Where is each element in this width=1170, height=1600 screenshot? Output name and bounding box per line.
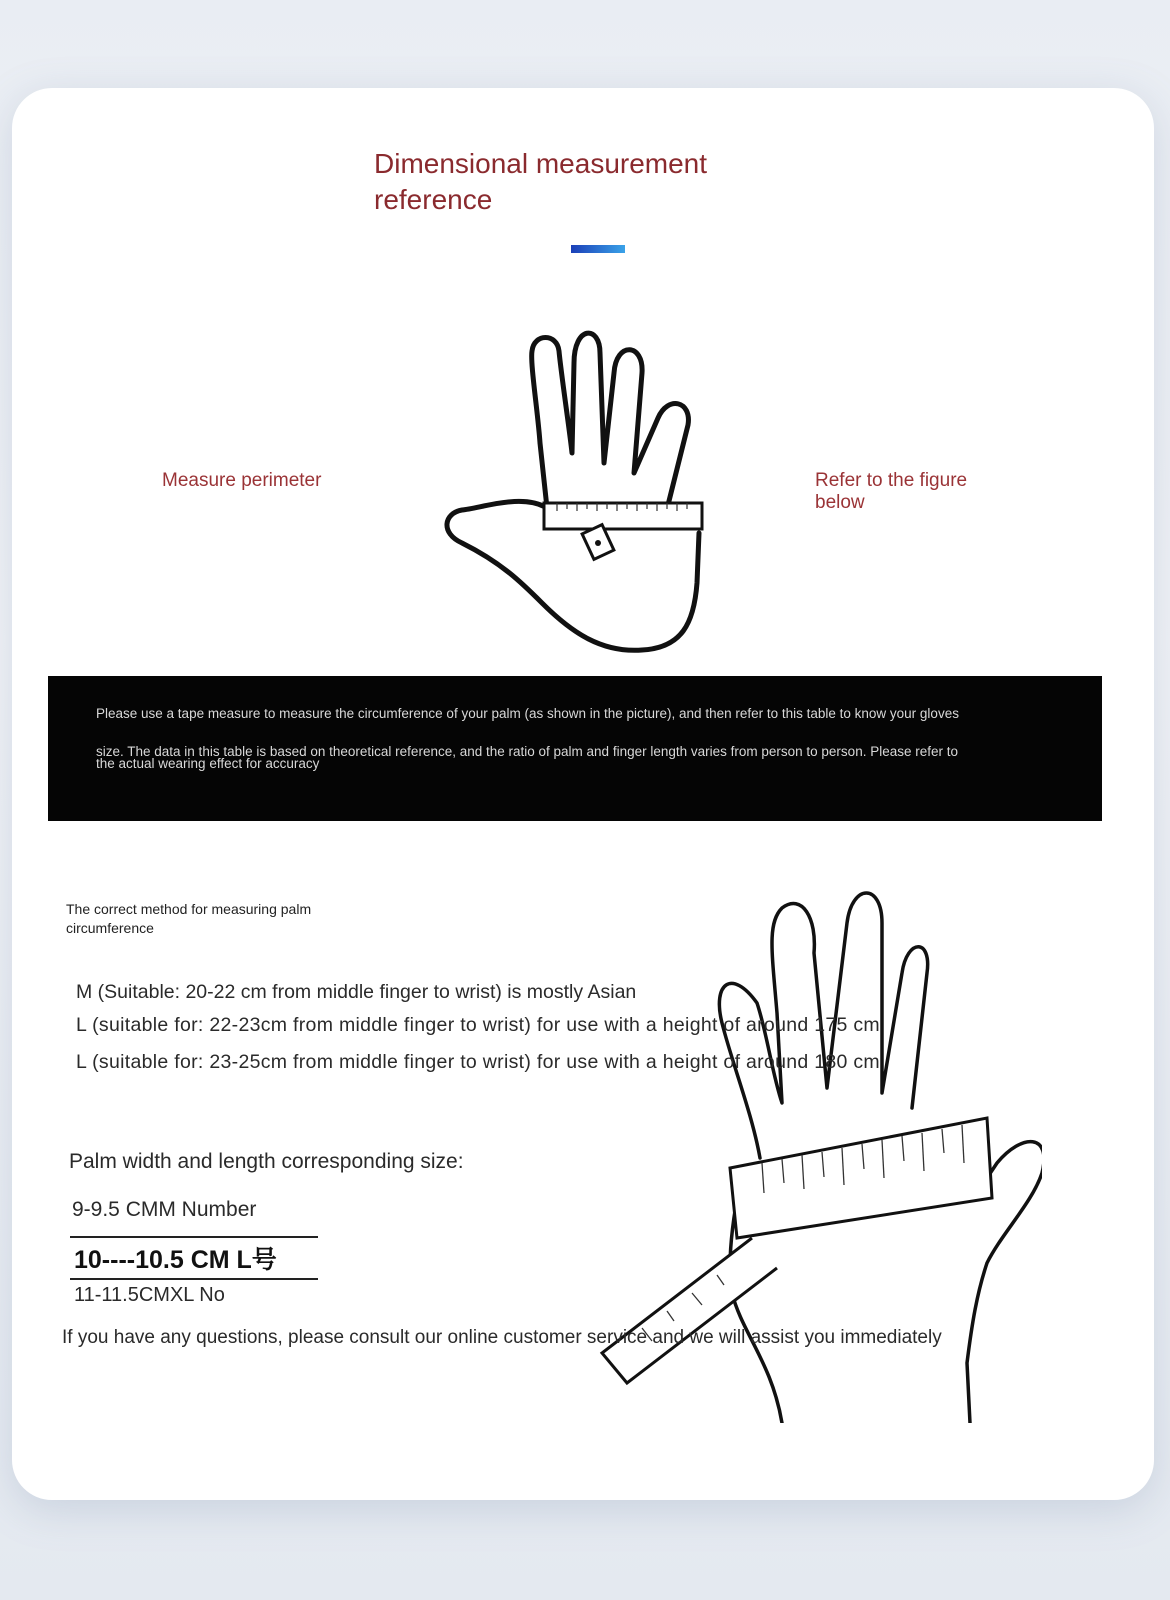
notice-band — [48, 676, 1102, 821]
divider — [70, 1236, 318, 1238]
refer-figure-label — [815, 470, 1005, 514]
refer-figure-line-2: below — [815, 492, 865, 513]
title-line-2: reference — [374, 184, 493, 215]
palm-size-title: Palm width and length corresponding size: — [69, 1150, 464, 1173]
palm-size-row-2: 10----10.5 CM L号 — [74, 1246, 277, 1274]
method-line-2: circumference — [66, 920, 154, 936]
palm-size-row-1: 9-9.5 CMM Number — [72, 1198, 257, 1221]
spec-line-l-180: L (suitable for: 23-25cm from middle finger to wrist) for use with a height of around 180 cm — [76, 1051, 880, 1073]
page-title — [374, 146, 774, 218]
measure-perimeter-label: Measure perimeter — [162, 470, 322, 491]
method-line-1: The correct method for measuring palm — [66, 901, 312, 917]
spec-line-l-175: L (suitable for: 22-23cm from middle finger to wrist) for use with a height of around 175 cm — [76, 1014, 880, 1036]
title-line-1: Dimensional measurement — [374, 148, 708, 179]
divider — [70, 1278, 318, 1280]
title-accent-bar — [571, 245, 625, 253]
consult-note: If you have any questions, please consult our online customer service and we will assist you immediately — [62, 1327, 942, 1348]
method-heading — [66, 900, 396, 938]
notice-line-2: size. The data in this table is based on theoretical reference, and the ratio of palm and finger length varies from person to person. Please refer to — [96, 744, 958, 759]
size-guide-card — [12, 88, 1154, 1500]
spec-line-m: M (Suitable: 20-22 cm from middle finger to wrist) is mostly Asian — [76, 981, 637, 1003]
hand-tape-illustration — [422, 303, 742, 673]
tape-measure-icon — [544, 503, 702, 559]
refer-figure-line-1: Refer to the figure — [815, 470, 968, 491]
notice-line-1: Please use a tape measure to measure the circumference of your palm (as shown in the picture), and then refer to this table to know your gloves — [96, 706, 959, 721]
notice-line-3: the actual wearing effect for accuracy — [96, 756, 320, 771]
palm-size-row-3: 11-11.5CMXL No — [74, 1284, 225, 1306]
